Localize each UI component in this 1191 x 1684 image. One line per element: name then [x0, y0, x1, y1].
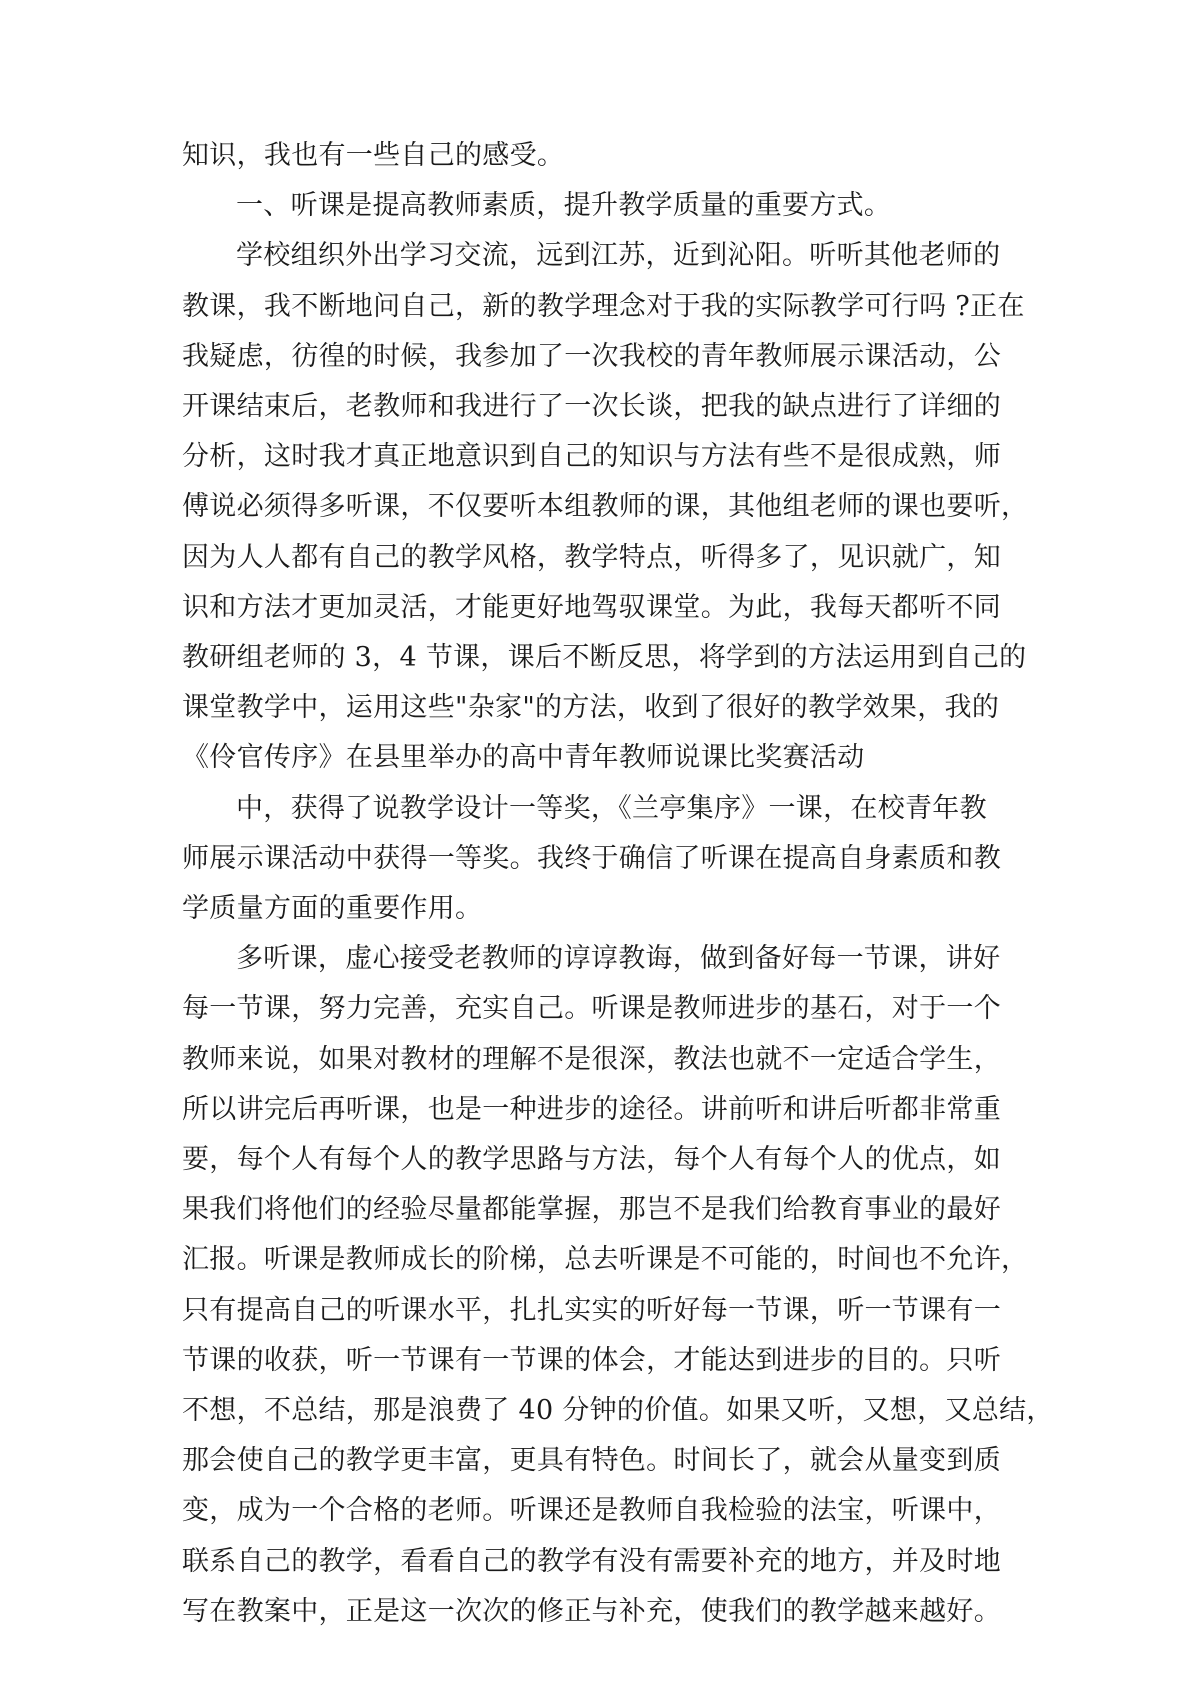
text-line: 教研组老师的 3，4 节课，课后不断反思，将学到的方法运用到自己的 — [182, 642, 1027, 673]
text-line: 学质量方面的重要作用。 — [182, 893, 483, 924]
text-line: 傅说必须得多听课，不仅要听本组教师的课，其他组老师的课也要听， — [182, 491, 1029, 522]
text-line: 汇报。听课是教师成长的阶梯，总去听课是不可能的，时间也不允许， — [182, 1244, 1029, 1275]
text-line: 因为人人都有自己的教学风格，教学特点，听得多了，见识就广，知 — [182, 542, 1001, 573]
text-line: 要，每个人有每个人的教学思路与方法，每个人有每个人的优点，如 — [182, 1144, 1001, 1175]
text-line: 教课，我不断地问自己，新的教学理念对于我的实际教学可行吗 ?正在 — [182, 291, 1025, 322]
text-line: 果我们将他们的经验尽量都能掌握，那岂不是我们给教育事业的最好 — [182, 1194, 1001, 1225]
text-line: 学校组织外出学习交流，远到江苏，近到沁阳。听听其他老师的 — [236, 240, 1001, 271]
text-line: 所以讲完后再听课，也是一种进步的途径。讲前听和讲后听都非常重 — [182, 1094, 1001, 1125]
text-line: 我疑虑，彷徨的时候，我参加了一次我校的青年教师展示课活动，公 — [182, 341, 1001, 372]
text-line: 课堂教学中，运用这些"杂家"的方法，收到了很好的教学效果，我的 — [182, 692, 1000, 723]
text-line: 变，成为一个合格的老师。听课还是教师自我检验的法宝，听课中， — [182, 1495, 1001, 1526]
text-line: 知识，我也有一些自己的感受。 — [182, 140, 565, 171]
text-line: 那会使自己的教学更丰富，更具有特色。时间长了，就会从量变到质 — [182, 1445, 1001, 1476]
text-line: 分析，这时我才真正地意识到自己的知识与方法有些不是很成熟，师 — [182, 441, 1001, 472]
text-line: 中，获得了说教学设计一等奖，《兰亭集序》一课，在校青年教 — [236, 793, 987, 824]
text-line: 开课结束后，老教师和我进行了一次长谈，把我的缺点进行了详细的 — [182, 391, 1001, 422]
text-line: 教师来说，如果对教材的理解不是很深，教法也就不一定适合学生， — [182, 1044, 1001, 1075]
text-line: 每一节课，努力完善，充实自己。听课是教师进步的基石，对于一个 — [182, 993, 1001, 1024]
text-line: 写在教案中，正是这一次次的修正与补充，使我们的教学越来越好。 — [182, 1596, 1001, 1627]
text-line: 联系自己的教学，看看自己的教学有没有需要补充的地方，并及时地 — [182, 1546, 1001, 1577]
text-line: 《伶官传序》在县里举办的高中青年教师说课比奖赛活动 — [182, 742, 865, 773]
text-line: 不想，不总结，那是浪费了 40 分钟的价值。如果又听，又想，又总结， — [182, 1395, 1054, 1426]
text-line: 多听课，虚心接受老教师的谆谆教诲，做到备好每一节课，讲好 — [236, 943, 1001, 974]
text-line: 识和方法才更加灵活，才能更好地驾驭课堂。为此，我每天都听不同 — [182, 592, 1001, 623]
text-line: 师展示课活动中获得一等奖。我终于确信了听课在提高自身素质和教 — [182, 843, 1001, 874]
text-line: 节课的收获，听一节课有一节课的体会，才能达到进步的目的。只听 — [182, 1345, 1001, 1376]
section-heading: 一、听课是提高教师素质，提升教学质量的重要方式。 — [236, 190, 892, 221]
text-line: 只有提高自己的听课水平，扎扎实实的听好每一节课，听一节课有一 — [182, 1295, 1001, 1326]
